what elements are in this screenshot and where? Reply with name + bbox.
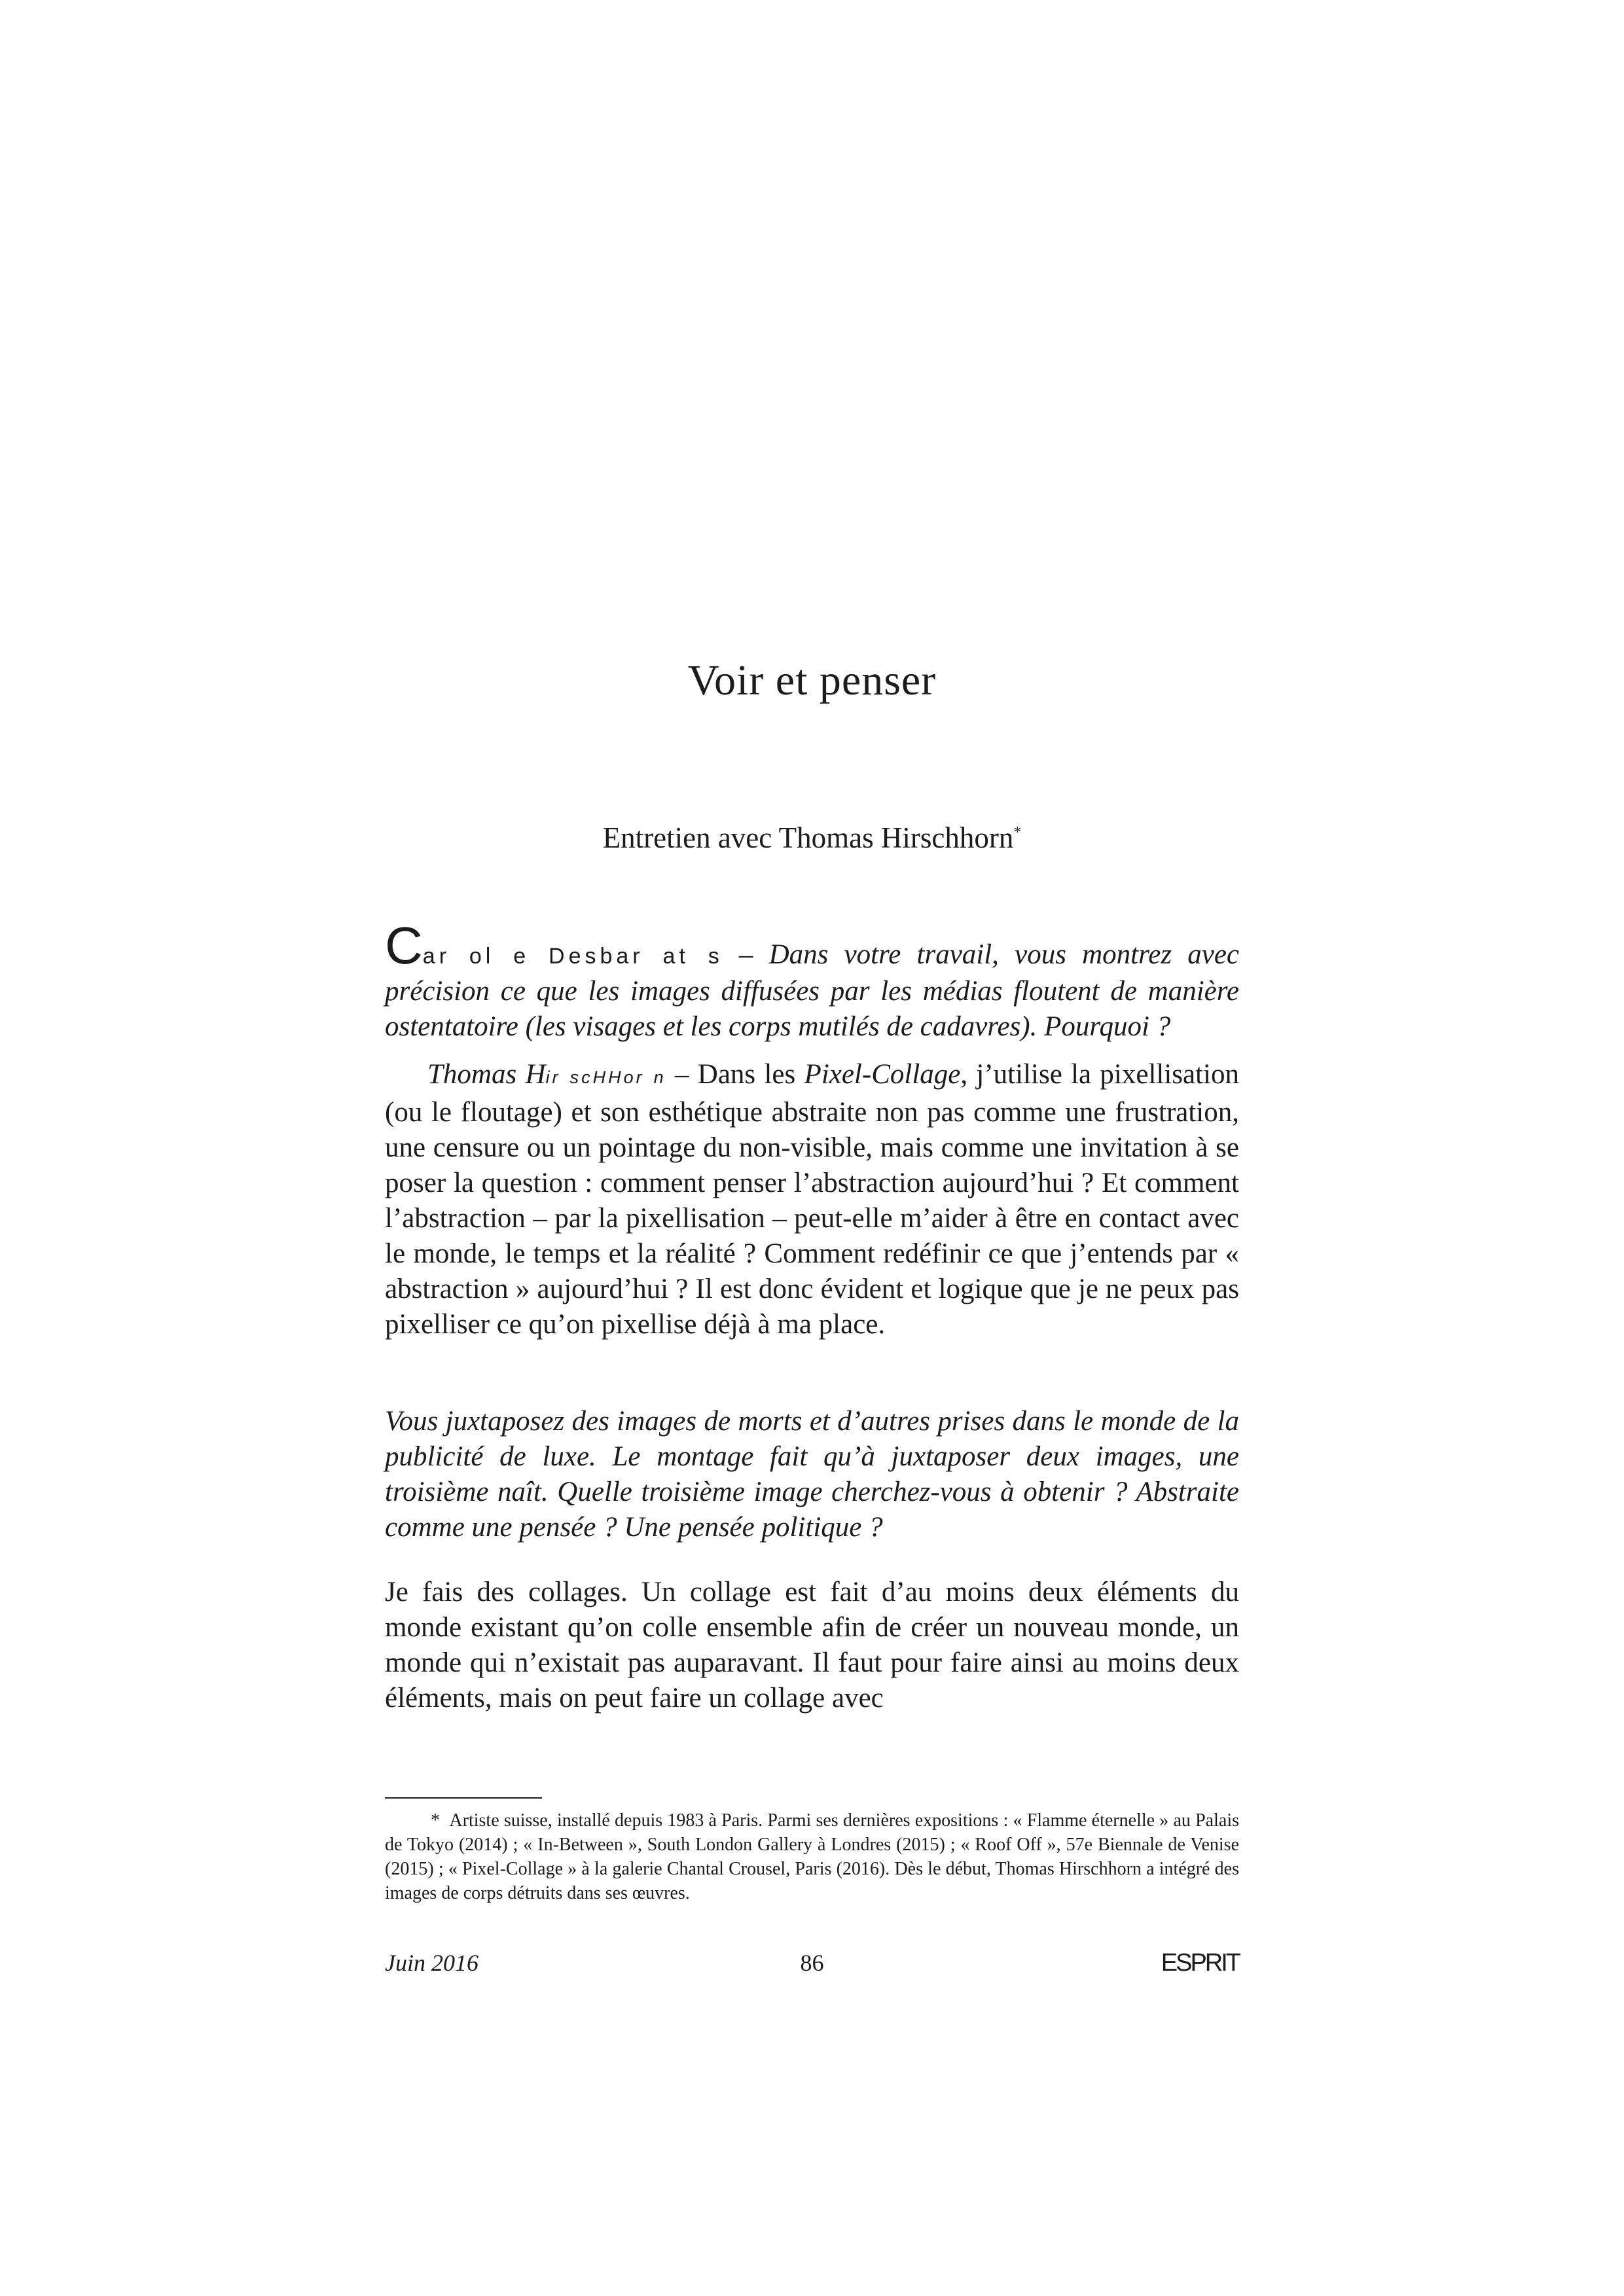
footnote-mark: * (431, 1810, 440, 1831)
speaker-name-artist-part3: scHHor n (560, 1067, 666, 1087)
question-1 (385, 916, 1240, 1045)
footnote (385, 1808, 1239, 1905)
speaker-name-artist-part2: ir (545, 1067, 561, 1087)
speaker-dash: – (666, 1059, 698, 1090)
issue-date: Juin 2016 (385, 1950, 478, 1976)
footnote-separator (385, 1797, 542, 1799)
journal-logo: ESPRIT (1161, 1949, 1239, 1977)
speaker-name-interviewer: ar ol e Desbar at s (422, 944, 723, 969)
answer-text-start: Dans les (697, 1059, 804, 1090)
drop-cap: C (385, 916, 423, 975)
work-title: Pixel-Collage (804, 1059, 961, 1090)
question-2: Vous juxtaposez des images de morts et d’autres prises dans le monde de la publicité de luxe. Le montage fait qu’à juxtaposer deux images, une troisième naît. Quelle troisième image cherchez-vous à obtenir ? Abstraite comme une pensée ? Une pensée politique ? (385, 1406, 1239, 1543)
article-subtitle (0, 819, 1624, 856)
page-number: 86 (800, 1950, 824, 1976)
answer-2: Je fais des collages. Un collage est fait d’au moins deux éléments du monde existant qu’on colle ensemble afin de créer un nouveau monde, un monde qui n’existait pas auparavant. Il faut pour faire ainsi au moins deux éléments, mais on peut faire un collage avec (385, 1577, 1239, 1713)
page-footer (385, 1946, 1239, 1979)
speaker-name-artist-part1: Thomas H (427, 1059, 546, 1090)
footnote-text: Artiste suisse, installé depuis 1983 à Paris. Parmi ses dernières expositions : « Flamme éternelle » au Palais de Tokyo (2014) ; « In-Between », South London Gallery à Londres (2015) ; « Roof Off », 57e Biennale de Venise (2015) ; « Pixel-Collage » à la galerie Chantal Crousel, Paris (2016). Dès le début, Thomas Hirschhorn a intégré des images de corps détruits dans ses œuvres. (385, 1810, 1239, 1903)
subtitle-text: Entretien avec Thomas Hirschhorn (602, 821, 1014, 854)
answer-1 (385, 1057, 1239, 1342)
answer-text-rest: , j’utilise la pixellisation (ou le floutage) et son esthétique abstraite non pas comme une frustration, une censure ou un pointage du non-visible, mais comme une invitation à se poser la question : comment penser l’abstraction aujourd’hui ? Et comment l’abstraction – par la pixellisation – peut-elle m’aider à être en contact avec le monde, le temps et la réalité ? Comment redéfinir ce que j’entends par « abstraction » aujourd’hui ? Il est donc évident et logique que je ne peux pas pixelliser ce qu’on pixellise déjà à ma place. (385, 1059, 1239, 1340)
speaker-dash: – (723, 939, 769, 970)
article-title: Voir et penser (687, 656, 937, 704)
question-text: Dans votre travail, vous montrez avec précision ce que les images diffusées par les médias floutent de manière ostentatoire (les visages et les corps mutilés de cadavres). Pourquoi ? (385, 939, 1240, 1042)
footnote-reference: * (1013, 824, 1022, 841)
